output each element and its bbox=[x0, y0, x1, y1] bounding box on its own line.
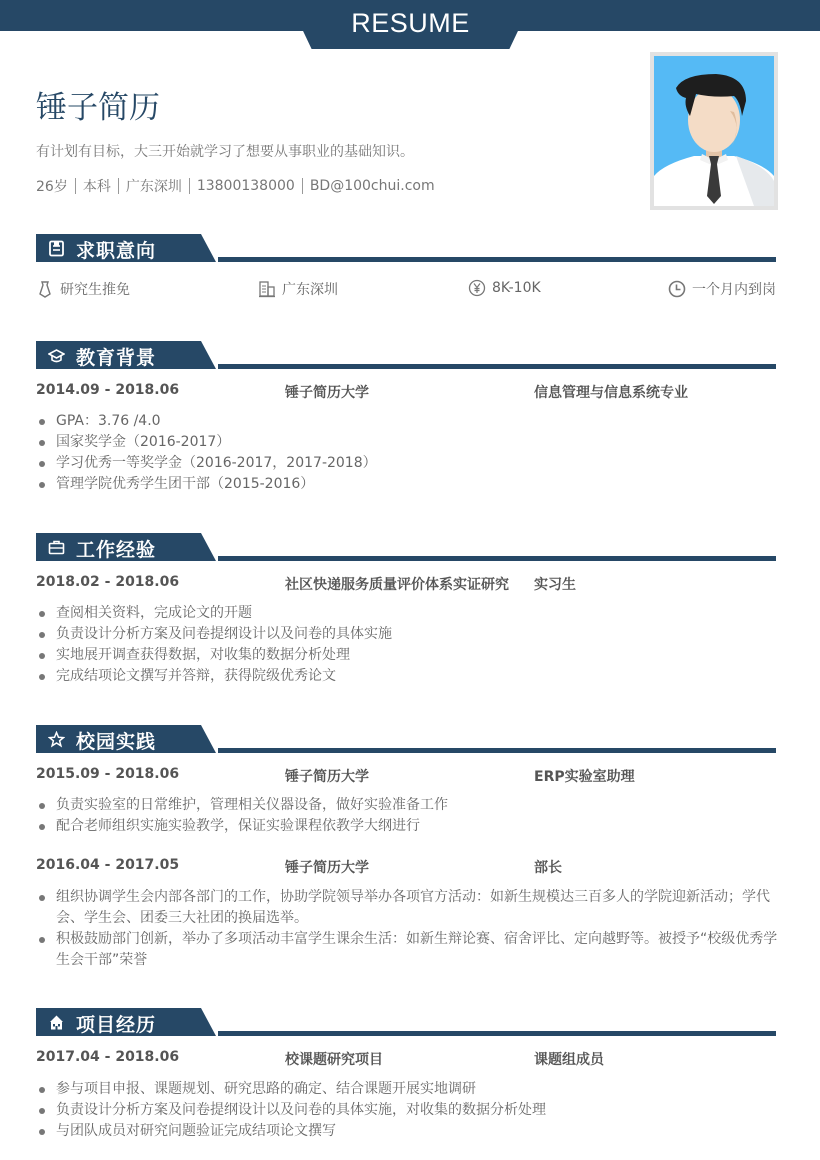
period: 2015.09 - 2018.06 bbox=[36, 766, 180, 782]
organization: 锤子简历大学 bbox=[285, 769, 369, 785]
role: 课题组成员 bbox=[534, 1052, 604, 1068]
location: 广东深圳 bbox=[125, 179, 182, 195]
school: 锤子简历大学 bbox=[285, 385, 369, 401]
section-divider bbox=[218, 364, 776, 369]
organization: 锤子简历大学 bbox=[285, 860, 369, 876]
list-item: 管理学院优秀学生团干部（2015-2016） bbox=[36, 474, 786, 495]
section-header-education bbox=[36, 341, 776, 371]
campus-entry-header bbox=[36, 766, 776, 784]
intent-item-type: 研究生推免 bbox=[36, 279, 130, 299]
section-divider bbox=[218, 1031, 776, 1036]
list-item: 实地展开调查获得数据，对收集的数据分析处理 bbox=[36, 645, 786, 666]
contact-line bbox=[36, 176, 435, 196]
work-bullets bbox=[36, 603, 786, 687]
intent-item-salary: 8K-10K bbox=[468, 279, 541, 297]
project-entry-header bbox=[36, 1049, 776, 1067]
email[interactable]: BD@100chui.com bbox=[309, 178, 435, 194]
section-divider bbox=[218, 748, 776, 753]
clock-icon bbox=[668, 280, 686, 298]
project: 社区快递服务质量评价体系实证研究 bbox=[285, 577, 509, 593]
period: 2016.04 - 2017.05 bbox=[36, 857, 180, 873]
list-item: 组织协调学生会内部各部门的工作，协助学院领导举办各项官方活动：如新生规模达三百多人的学院迎新活动；学代会、学生会、团委三大社团的换届选举。 bbox=[36, 887, 786, 929]
motto: 有计划有目标，大三开始就学习了想要从事职业的基础知识。 bbox=[36, 144, 414, 160]
building-icon bbox=[258, 280, 276, 298]
divider bbox=[118, 178, 119, 194]
phone: 13800138000 bbox=[196, 178, 295, 194]
section-title: 校园实践 bbox=[76, 731, 157, 753]
list-item: 负责实验室的日常维护，管理相关仪器设备，做好实验准备工作 bbox=[36, 795, 786, 816]
campus-bullets bbox=[36, 887, 786, 971]
divider bbox=[75, 178, 76, 194]
avatar bbox=[654, 56, 774, 206]
major: 信息管理与信息系统专业 bbox=[534, 385, 688, 401]
list-item: 参与项目申报、课题规划、研究思路的确定、结合课题开展实地调研 bbox=[36, 1079, 786, 1100]
list-item: GPA：3.76 /4.0 bbox=[36, 411, 786, 432]
period: 2017.04 - 2018.06 bbox=[36, 1049, 180, 1065]
banner-title: RESUME bbox=[351, 8, 470, 38]
avatar-illustration-icon bbox=[654, 56, 774, 206]
briefcase-icon bbox=[48, 539, 65, 556]
education-entry-header bbox=[36, 382, 776, 400]
campus-entry-header bbox=[36, 857, 776, 875]
period: 2018.02 - 2018.06 bbox=[36, 574, 180, 590]
role: ERP实验室助理 bbox=[534, 769, 635, 785]
role: 部长 bbox=[534, 860, 562, 876]
section-divider bbox=[218, 556, 776, 561]
education-bullets bbox=[36, 411, 786, 495]
section-header-campus bbox=[36, 725, 776, 755]
list-item: 配合老师组织实施实验教学，保证实验课程依教学大纲进行 bbox=[36, 816, 786, 837]
profile-photo bbox=[650, 52, 778, 210]
section-header-intent bbox=[36, 234, 776, 264]
section-header-project bbox=[36, 1008, 776, 1038]
list-item: 完成结项论文撰写并答辩，获得院级优秀论文 bbox=[36, 666, 786, 687]
age: 26岁 bbox=[36, 179, 68, 195]
intent-item-location: 广东深圳 bbox=[258, 279, 338, 299]
tie-icon bbox=[36, 280, 54, 298]
job-intent-row bbox=[36, 279, 776, 299]
period: 2014.09 - 2018.06 bbox=[36, 382, 180, 398]
id-card-icon bbox=[48, 240, 65, 257]
work-entry-header bbox=[36, 574, 776, 592]
list-item: 积极鼓励部门创新，举办了多项活动丰富学生课余生活：如新生辩论赛、宿舍评比、定向越野等。被授予“校级优秀学生会干部”荣誉 bbox=[36, 929, 786, 971]
campus-bullets bbox=[36, 795, 786, 837]
divider bbox=[302, 178, 303, 194]
list-item: 负责设计分析方案及问卷提纲设计以及问卷的具体实施，对收集的数据分析处理 bbox=[36, 1100, 786, 1121]
list-item: 学习优秀一等奖学金（2016-2017，2017-2018） bbox=[36, 453, 786, 474]
section-title: 教育背景 bbox=[76, 347, 157, 369]
section-title: 求职意向 bbox=[76, 240, 157, 262]
divider bbox=[189, 178, 190, 194]
list-item: 查阅相关资料，完成论文的开题 bbox=[36, 603, 786, 624]
house-icon bbox=[48, 1014, 65, 1031]
section-header-work bbox=[36, 533, 776, 563]
degree: 本科 bbox=[82, 179, 111, 195]
list-item: 与团队成员对研究问题验证完成结项论文撰写 bbox=[36, 1121, 786, 1142]
intent-item-availability: 一个月内到岗 bbox=[668, 279, 776, 299]
project: 校课题研究项目 bbox=[285, 1052, 383, 1068]
list-item: 国家奖学金（2016-2017） bbox=[36, 432, 786, 453]
project-bullets bbox=[36, 1079, 786, 1142]
list-item: 负责设计分析方案及问卷提纲设计以及问卷的具体实施 bbox=[36, 624, 786, 645]
graduation-cap-icon bbox=[48, 347, 65, 364]
resume-name: 锤子简历 bbox=[36, 90, 160, 126]
section-divider bbox=[218, 257, 776, 262]
star-icon bbox=[48, 731, 65, 748]
yen-icon bbox=[468, 279, 486, 297]
role: 实习生 bbox=[534, 577, 576, 593]
section-title: 工作经验 bbox=[76, 539, 157, 561]
section-title: 项目经历 bbox=[76, 1014, 157, 1036]
